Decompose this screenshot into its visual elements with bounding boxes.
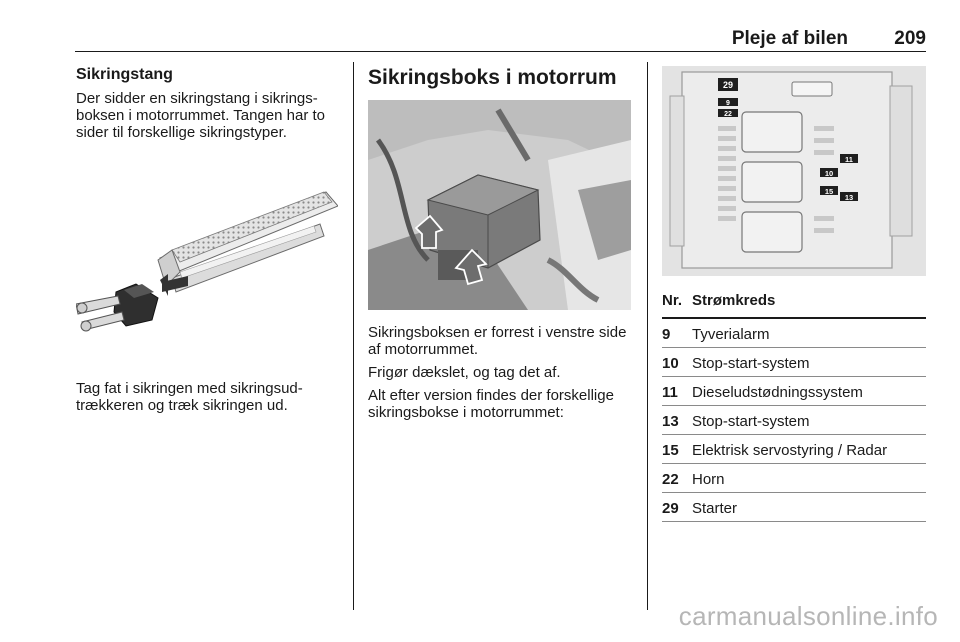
fuse-puller-caption: Tag fat i sikringen med sikringsud-trækkeren og træk sikringen ud. — [76, 380, 303, 414]
left-column — [76, 66, 344, 141]
column-header-circuit: Strømkreds — [692, 292, 776, 309]
fuse-label-15 — [820, 186, 838, 196]
table-row — [662, 319, 926, 348]
fuse-number: 15 — [662, 442, 679, 459]
fuse-table — [662, 290, 926, 522]
fusebox-description — [368, 324, 634, 421]
fusebox-cover-text: Frigør dækslet, og tag det af. — [368, 364, 561, 381]
header-rule — [75, 51, 926, 52]
fuse-puller-heading: Sikringstang — [76, 66, 173, 83]
page-title: Pleje af bilen — [731, 28, 848, 49]
fuse-label-15-text: 15 — [824, 187, 834, 196]
fuse-label-29-text: 29 — [722, 80, 734, 90]
engine-bay-photo — [368, 100, 631, 310]
fuse-circuit: Stop-start-system — [692, 413, 810, 430]
table-row — [662, 493, 926, 522]
page-header — [75, 28, 926, 50]
fusebox-location-text: Sikringsboksen er forrest i venstre side af motorrummet. — [368, 324, 627, 358]
fuse-number: 11 — [662, 384, 678, 401]
fuse-circuit: Stop-start-system — [692, 355, 810, 372]
fuse-label-11-text: 11 — [845, 155, 853, 164]
fuse-label-10 — [820, 168, 838, 178]
fusebox-diagram — [662, 66, 926, 276]
column-divider-right — [647, 62, 648, 610]
table-row — [662, 348, 926, 377]
page-number: 209 — [894, 28, 926, 49]
fuse-circuit: Elektrisk servostyring / Radar — [692, 442, 888, 459]
fuse-label-11 — [840, 154, 858, 164]
watermark: carmanualsonline.info — [678, 601, 938, 631]
fuse-circuit: Horn — [692, 471, 725, 488]
fuse-number: 10 — [662, 355, 679, 372]
fuse-label-13-text: 13 — [844, 193, 854, 202]
table-row — [662, 377, 926, 406]
fuse-label-9-text: 9 — [726, 100, 730, 107]
fusebox-heading: Sikringsboks i motorrum — [368, 66, 617, 89]
column-header-nr: Nr. — [662, 292, 683, 309]
table-row — [662, 435, 926, 464]
fuse-label-9 — [718, 98, 738, 107]
fuse-puller-illustration — [76, 180, 338, 340]
fuse-number: 13 — [662, 413, 679, 430]
table-row — [662, 464, 926, 493]
fuse-label-22-text: 22 — [724, 111, 732, 118]
fuse-circuit: Tyverialarm — [692, 326, 770, 343]
fuse-number: 9 — [662, 326, 671, 343]
table-row — [662, 406, 926, 435]
column-divider-left — [353, 62, 354, 610]
fuse-circuit: Starter — [692, 500, 738, 517]
fuse-table-header — [662, 290, 926, 319]
middle-column — [368, 66, 634, 90]
fusebox-versions-text: Alt efter version findes der forskellige sikringsbokse i motorrummet: — [368, 387, 614, 421]
fuse-label-10-text: 10 — [824, 169, 834, 178]
fuse-puller-intro: Der sidder en sikringstang i sikrings-boksen i motorrummet. Tangen har to sider til forskellige sikringstyper. — [76, 90, 326, 141]
fuse-label-13 — [840, 192, 858, 202]
fuse-number: 29 — [662, 500, 679, 517]
fuse-number: 22 — [662, 471, 679, 488]
fuse-label-29 — [718, 78, 738, 91]
fuse-circuit: Dieseludstødningssystem — [692, 384, 863, 401]
fuse-label-22 — [718, 109, 738, 118]
